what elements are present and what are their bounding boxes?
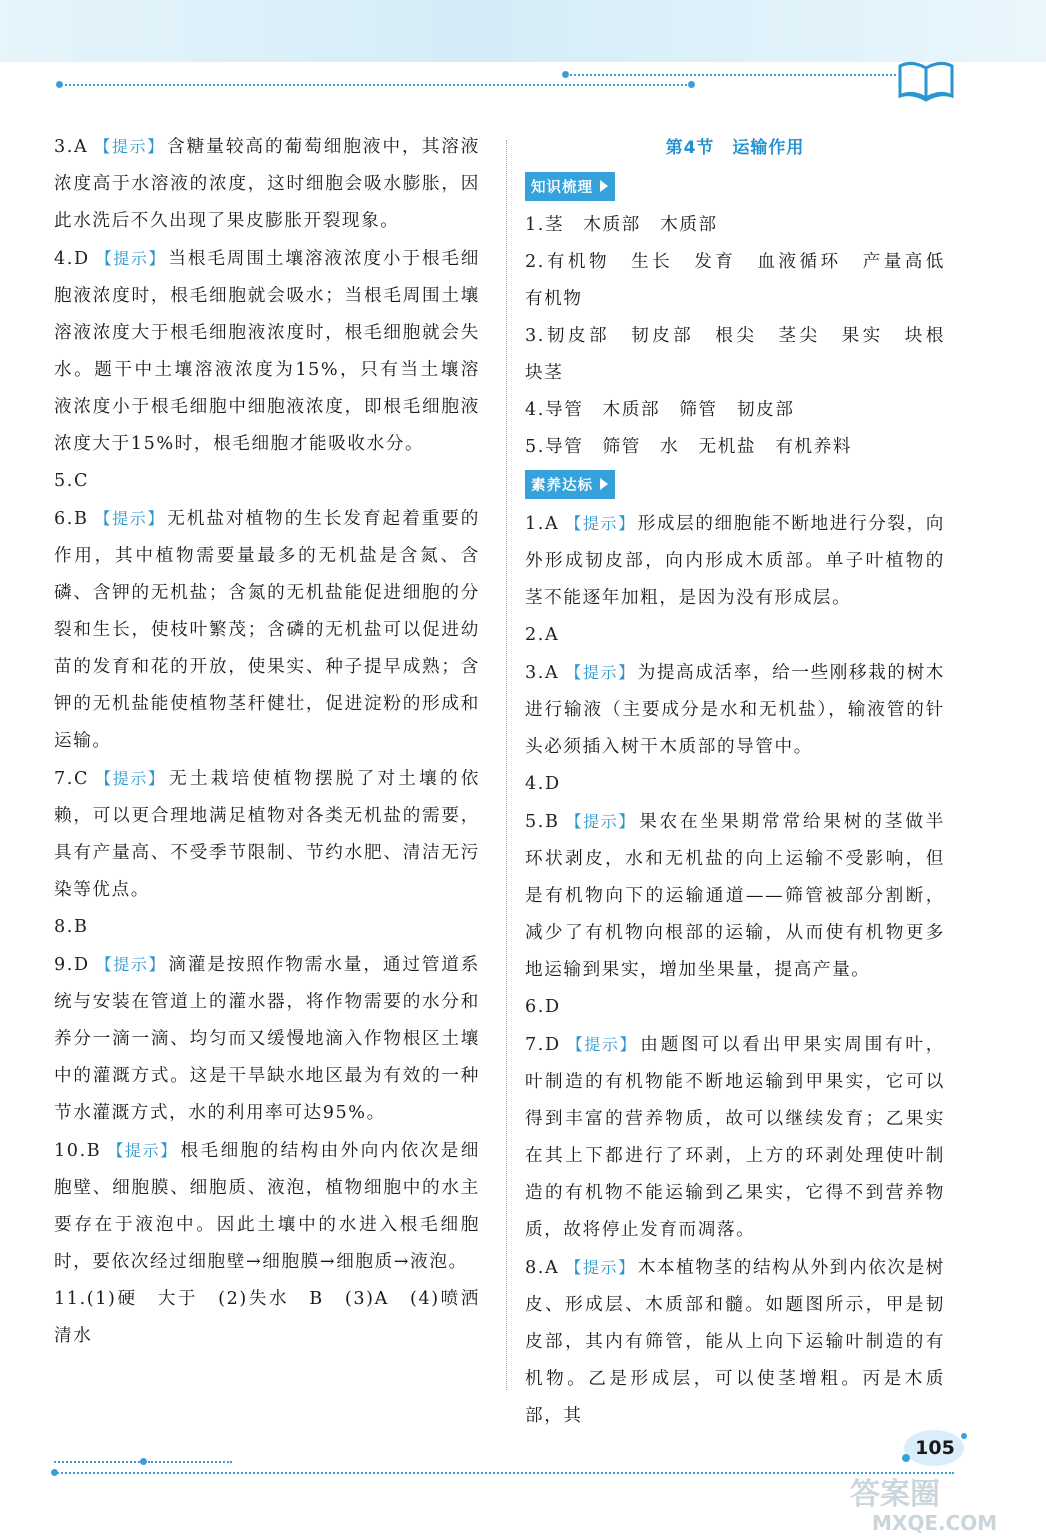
answer-item (525, 244, 965, 318)
hint-label: 【提示】 (107, 1141, 178, 1160)
answer-item (525, 989, 945, 1026)
answer-number: 4.D (525, 774, 561, 794)
answer-text: 当根毛周围土壤溶液浓度小于根毛细胞液浓度时，根毛细胞就会吸水；当根毛周围土壤溶液浓度大于根毛细胞液浓度时，根毛细胞就会失水。题干中土壤溶液浓度为15%，只有当土壤溶液浓度小于根毛细胞中细胞液浓度，即根毛细胞液浓度大于15%时，根毛细胞才能吸收水分。 (54, 249, 480, 454)
footer-dotted-rule (148, 1461, 232, 1463)
open-book-icon (896, 58, 956, 102)
triangle-right-icon (600, 180, 608, 192)
hint-label: 【提示】 (565, 1258, 636, 1277)
answer-number: 5.B (525, 812, 560, 832)
header-band (0, 0, 1046, 62)
rule-dot (688, 81, 695, 88)
header-dotted-rule (58, 84, 694, 86)
knowledge-tag (525, 172, 615, 201)
column-divider (506, 140, 507, 1390)
answer-text: 有机物 生长 发育 血液循环 产量高低 有机物 (525, 252, 965, 309)
answer-item (54, 463, 480, 500)
answer-number: 2.A (525, 625, 560, 645)
rule-dot (140, 1458, 147, 1465)
rule-dot (56, 81, 63, 88)
watermark-logo (846, 1470, 1046, 1536)
hint-label: 【提示】 (565, 663, 636, 682)
answer-text: 滴灌是按照作物需水量，通过管道系统与安装在管道上的灌水器，将作物需要的水分和养分一滴一滴、均匀而又缓慢地滴入作物根区土壤中的灌溉方式。这是干旱缺水地区最为有效的一种节水灌溉方式，水的利用率可达95%。 (54, 955, 480, 1123)
answer-item (525, 654, 945, 766)
answer-number: 3.A (54, 137, 89, 157)
answer-text: 含糖量较高的葡萄细胞液中，其溶液浓度高于水溶液的浓度，这时细胞会吸水膨胀，因此水洗后不久出现了果皮膨胀开裂现象。 (54, 137, 480, 231)
hint-label: 【提示】 (566, 1035, 638, 1054)
answer-number: 3.A (525, 663, 560, 683)
hint-label: 【提示】 (95, 249, 167, 268)
section-title: 第4节 运输作用 (665, 138, 805, 158)
hint-label: 【提示】 (95, 955, 167, 974)
answer-number: 7.C (54, 769, 90, 789)
answer-text: 无机盐对植物的生长发育起着重要的作用，其中植物需要量最多的无机盐是含氮、含磷、含钾的无机盐；含氮的无机盐能促进细胞的分裂和生长，使枝叶繁茂；含磷的无机盐可以促进幼苗的发育和花的开放，使果实、种子提早成熟；含钾的无机盐能使植物茎秆健壮，促进淀粉的形成和运输。 (54, 509, 480, 751)
answer-text: 茎 木质部 木质部 (545, 215, 718, 235)
answer-text: 形成层的细胞能不断地进行分裂，向外形成韧皮部，向内形成木质部。单子叶植物的茎不能逐年加粗，是因为没有形成层。 (525, 514, 945, 608)
answer-number: 7.D (525, 1035, 561, 1055)
answer-item (54, 500, 480, 760)
answer-item (54, 760, 480, 909)
answer-item (525, 392, 945, 429)
answer-number: 4.D (54, 249, 90, 269)
answer-number: 6.B (54, 509, 89, 529)
answer-number: 10.B (54, 1141, 102, 1161)
answer-text: 根毛细胞的结构由外向内依次是细胞壁、细胞膜、细胞质、液泡，植物细胞中的水主要存在于液泡中。因此土壤中的水进入根毛细胞时，要依次经过细胞壁→细胞膜→细胞质→液泡。 (54, 1141, 480, 1272)
answer-item (525, 617, 945, 654)
answer-number: 2. (525, 252, 545, 272)
answer-text: 导管 筛管 水 无机盐 有机养料 (545, 437, 853, 457)
answer-text: 为提高成活率，给一些刚移栽的树木进行输液（主要成分是水和无机盐），输液管的针头必须插入树干木质部的导管中。 (525, 663, 945, 757)
answer-text: 无土栽培使植物摆脱了对土壤的依赖，可以更合理地满足植物对各类无机盐的需要，具有产量高、不受季节限制、节约水肥、清洁无污染等优点。 (54, 769, 480, 900)
answer-number: 11. (54, 1289, 87, 1309)
answer-number: 9.D (54, 955, 90, 975)
answer-number: 3. (525, 326, 545, 346)
left-column (54, 128, 480, 1355)
svg-text:答案圈: 答案圈 (850, 1477, 940, 1512)
hint-label: 【提示】 (565, 812, 636, 831)
answer-text: (1)硬 大于 (2)失水 B (3)A (4)喷洒清水 (54, 1289, 480, 1346)
answer-number: 8.A (525, 1258, 560, 1278)
answer-item (54, 1281, 480, 1355)
answer-item (54, 946, 480, 1132)
answer-item (525, 1249, 945, 1435)
answer-item (525, 505, 945, 617)
answer-item (54, 128, 480, 240)
hint-label: 【提示】 (565, 514, 636, 533)
answer-number: 6.D (525, 997, 561, 1017)
answer-item (54, 240, 480, 463)
knowledge-list (525, 207, 965, 466)
practice-list (525, 505, 945, 1435)
triangle-right-icon (600, 478, 608, 490)
knowledge-tag-label: 知识梳理 (531, 180, 593, 196)
right-column (525, 128, 965, 1435)
answer-number: 8.B (54, 917, 89, 937)
svg-text:MXQE.COM: MXQE.COM (872, 1511, 998, 1535)
answer-item (54, 1132, 480, 1281)
answer-text: 韧皮部 韧皮部 根尖 茎尖 果实 块根 块茎 (525, 326, 965, 383)
answer-text: 果农在坐果期常常给果树的茎做半环状剥皮，水和无机盐的向上运输不受影响，但是有机物向下的运输通道——筛管被部分割断，减少了有机物向根部的运输，从而使有机物更多地运输到果实，增加坐果量，提高产量。 (525, 812, 945, 980)
answer-text: 导管 木质部 筛管 韧皮部 (545, 400, 795, 420)
practice-tag-label: 素养达标 (531, 478, 593, 494)
rule-dot (51, 1469, 58, 1476)
header-dotted-rule-right (566, 74, 896, 76)
rule-dot (562, 71, 569, 78)
hint-label: 【提示】 (95, 769, 166, 788)
answer-number: 1. (525, 215, 545, 235)
answer-number: 4. (525, 400, 545, 420)
answer-item (525, 318, 965, 392)
answer-number: 5.C (54, 471, 90, 491)
answer-item (54, 909, 480, 946)
answer-item (525, 429, 945, 466)
answer-item (525, 207, 945, 244)
answer-number: 1.A (525, 514, 560, 534)
answer-item (525, 1026, 945, 1249)
answer-number: 5. (525, 437, 545, 457)
hint-label: 【提示】 (94, 509, 165, 528)
hint-label: 【提示】 (94, 137, 165, 156)
footer-dotted-rule (54, 1461, 140, 1463)
answer-item (525, 803, 945, 989)
page-number: 105 (915, 1437, 955, 1459)
answer-item (525, 766, 945, 803)
answer-text: 由题图可以看出甲果实周围有叶，叶制造的有机物能不断地运输到甲果实，它可以得到丰富的营养物质，故可以继续发育；乙果实在其上下都进行了环剥，上方的环剥处理使叶制造的有机物不能运输到乙果实，它得不到营养物质，故将停止发育而凋落。 (525, 1035, 945, 1240)
answer-text: 木本植物茎的结构从外到内依次是树皮、形成层、木质部和髓。如题图所示，甲是韧皮部，其内有筛管，能从上向下运输叶制造的有机物。乙是形成层，可以使茎增粗。丙是木质部，其 (525, 1258, 945, 1426)
footer-dotted-rule-long (54, 1472, 954, 1474)
practice-tag (525, 470, 615, 499)
